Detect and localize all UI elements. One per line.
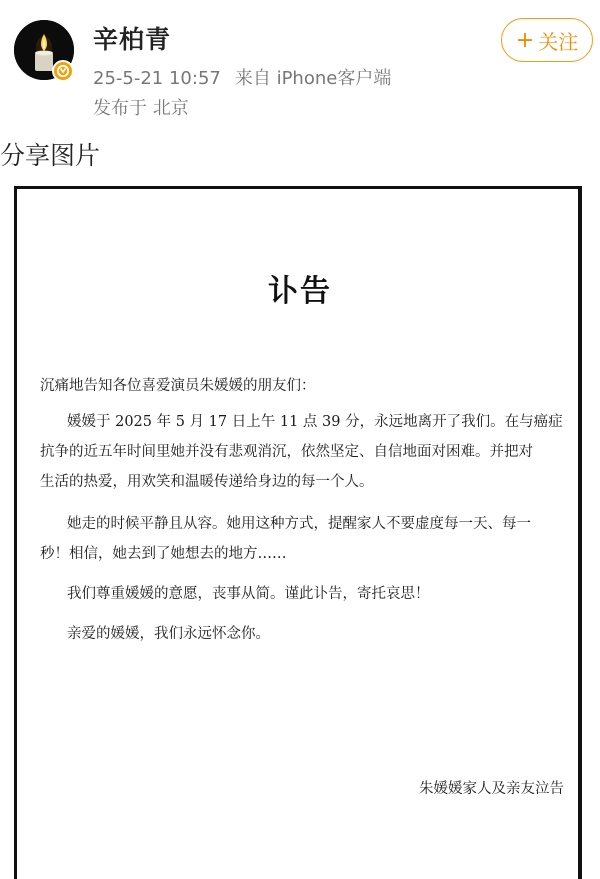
notice-salutation: 沉痛地告知各位喜爱演员朱媛媛的朋友们： — [40, 378, 316, 394]
notice-title: 讣告 — [268, 274, 332, 309]
follow-button[interactable] — [501, 18, 593, 62]
notice-line: 秒！相信，她去到了她想去的地方…… — [40, 546, 287, 562]
post-text: 分享图片 — [0, 141, 101, 170]
post-source: 来自 iPhone客户端 — [234, 68, 392, 89]
notice-line: 我们尊重媛媛的意愿，丧事从简。谨此讣告，寄托哀思！ — [67, 586, 430, 602]
post-meta — [93, 64, 391, 90]
vip-badge-icon — [52, 60, 74, 82]
follow-label: 关注 — [538, 29, 579, 54]
post-location: 发布于 北京 — [93, 98, 189, 119]
notice-line: 她走的时候平静且从容。她用这种方式，提醒家人不要虚度每一天、每一 — [67, 516, 531, 532]
post-time: 25-5-21 10:57 — [93, 68, 221, 89]
plus-icon: + — [515, 27, 535, 53]
notice-line: 抗争的近五年时间里她并没有悲观消沉，依然坚定、自信地面对困难。并把对 — [40, 444, 533, 460]
notice-line: 生活的热爱，用欢笑和温暖传递给身边的每一个人。 — [40, 474, 374, 490]
notice-signature: 朱媛媛家人及亲友泣告 — [419, 781, 564, 797]
author-name[interactable]: 辛柏青 — [93, 25, 172, 54]
notice-line: 媛媛于 2025 年 5 月 17 日上午 11 点 39 分，永远地离开了我们。在与癌症 — [67, 414, 563, 430]
notice-line: 亲爱的媛媛，我们永远怀念你。 — [67, 626, 270, 642]
